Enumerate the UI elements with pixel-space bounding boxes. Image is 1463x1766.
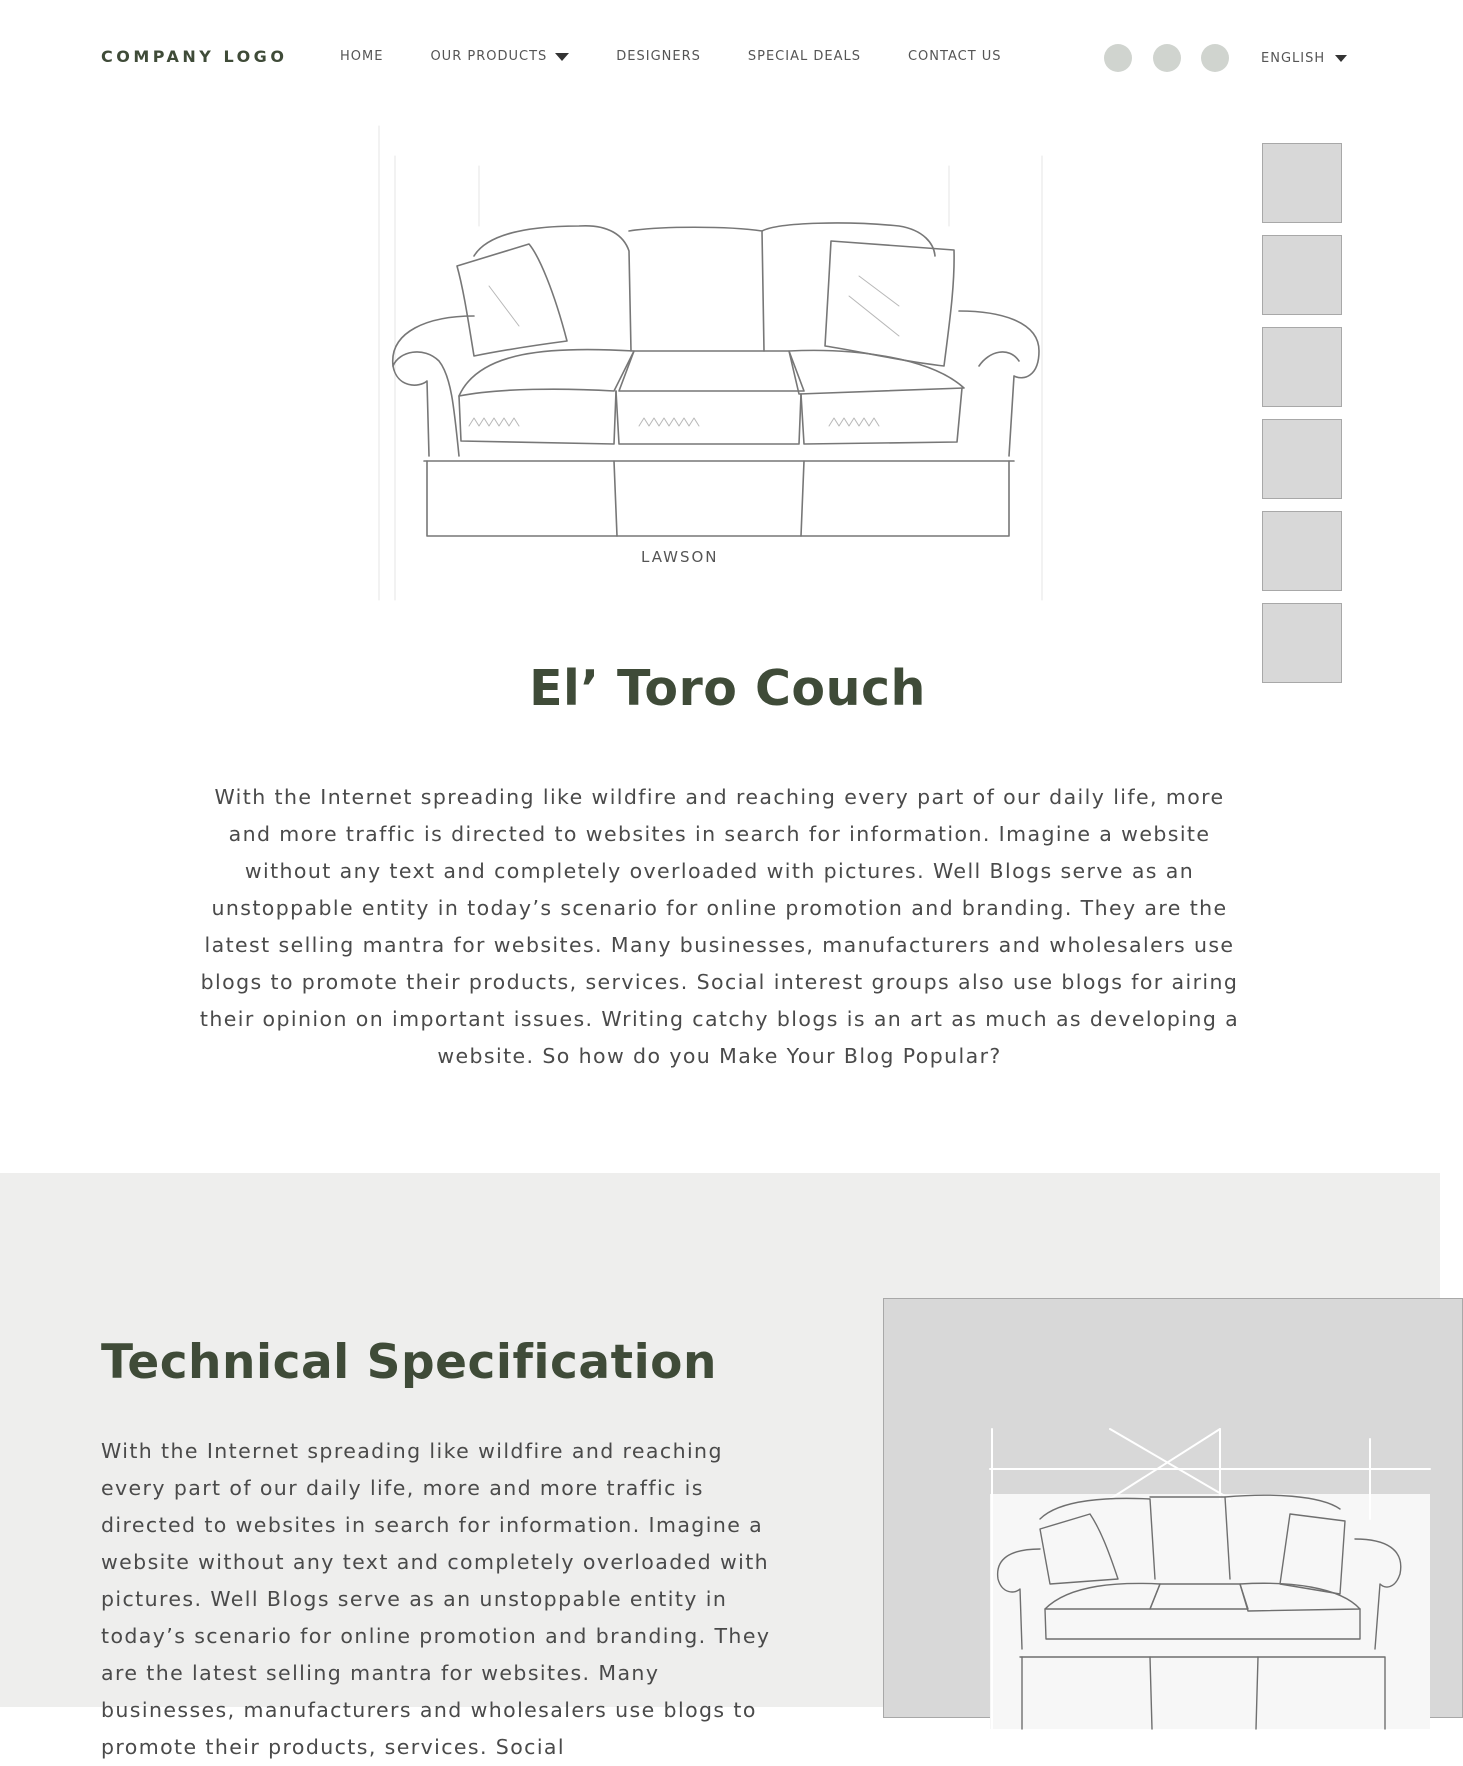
chevron-down-icon xyxy=(1335,55,1347,62)
thumbnail[interactable] xyxy=(1262,327,1342,407)
sketch-caption: LAWSON xyxy=(641,548,719,566)
spec-image-panel xyxy=(883,1298,1463,1718)
spec-couch-image xyxy=(990,1429,1430,1729)
nav-designers[interactable] xyxy=(616,49,701,64)
product-description: With the Internet spreading like wildfire and reaching every part of our daily life, more and more traffic is directed to websites in search for information. Imagine a website without any text and completely overloaded with pictures. Well Blogs serve as an unstoppable entity in today’s scenario for online promotion and branding. They are the latest selling mantra for websites. Many businesses, manufacturers and wholesalers use blogs to promote their products, services. Social interest groups also use blogs for airing their opinion on important issues. Writing catchy blogs is an art as much as developing a website. So how do you Make Your Blog Popular? xyxy=(199,785,1240,1068)
chevron-down-icon xyxy=(555,53,569,61)
nav-contact-us-label: CONTACT US xyxy=(907,49,1002,64)
social-icon-3[interactable] xyxy=(1201,44,1229,72)
main-nav xyxy=(340,49,1049,64)
spec-title: Technical Specification xyxy=(101,1335,717,1390)
company-logo[interactable]: COMPANY LOGO xyxy=(101,47,288,66)
thumbnail-list xyxy=(1262,143,1342,695)
thumbnail[interactable] xyxy=(1262,143,1342,223)
spec-description: With the Internet spreading like wildfire and reaching every part of our daily life, more and more traffic is directed to websites in search for information. Imagine a website without any text and completely overloaded with pictures. Well Blogs serve as an unstoppable entity in today’s scenario for online promotion and branding. They are the latest selling mantra for websites. Many businesses, manufacturers and wholesalers use blogs to promote their products, services. Social xyxy=(101,1439,771,1759)
social-icon-1[interactable] xyxy=(1104,44,1132,72)
technical-specification-section xyxy=(0,1173,1440,1759)
site-header xyxy=(0,0,1440,116)
nav-contact-us[interactable] xyxy=(908,49,1002,64)
nav-special-deals-label: SPECIAL DEALS xyxy=(747,49,861,64)
product-main-image xyxy=(379,126,1042,600)
nav-designers-label: DESIGNERS xyxy=(616,49,701,64)
nav-our-products-label: OUR PRODUCTS xyxy=(430,49,548,64)
language-label: ENGLISH xyxy=(1261,51,1326,66)
thumbnail[interactable] xyxy=(1262,511,1342,591)
nav-our-products[interactable] xyxy=(430,49,569,64)
nav-special-deals[interactable] xyxy=(748,49,861,64)
nav-home-label: HOME xyxy=(340,49,384,64)
thumbnail[interactable] xyxy=(1262,235,1342,315)
language-selector[interactable] xyxy=(1261,51,1347,66)
product-title: El’ Toro Couch xyxy=(529,660,926,717)
nav-home[interactable] xyxy=(340,49,383,64)
social-icon-2[interactable] xyxy=(1153,44,1181,72)
thumbnail[interactable] xyxy=(1262,419,1342,499)
